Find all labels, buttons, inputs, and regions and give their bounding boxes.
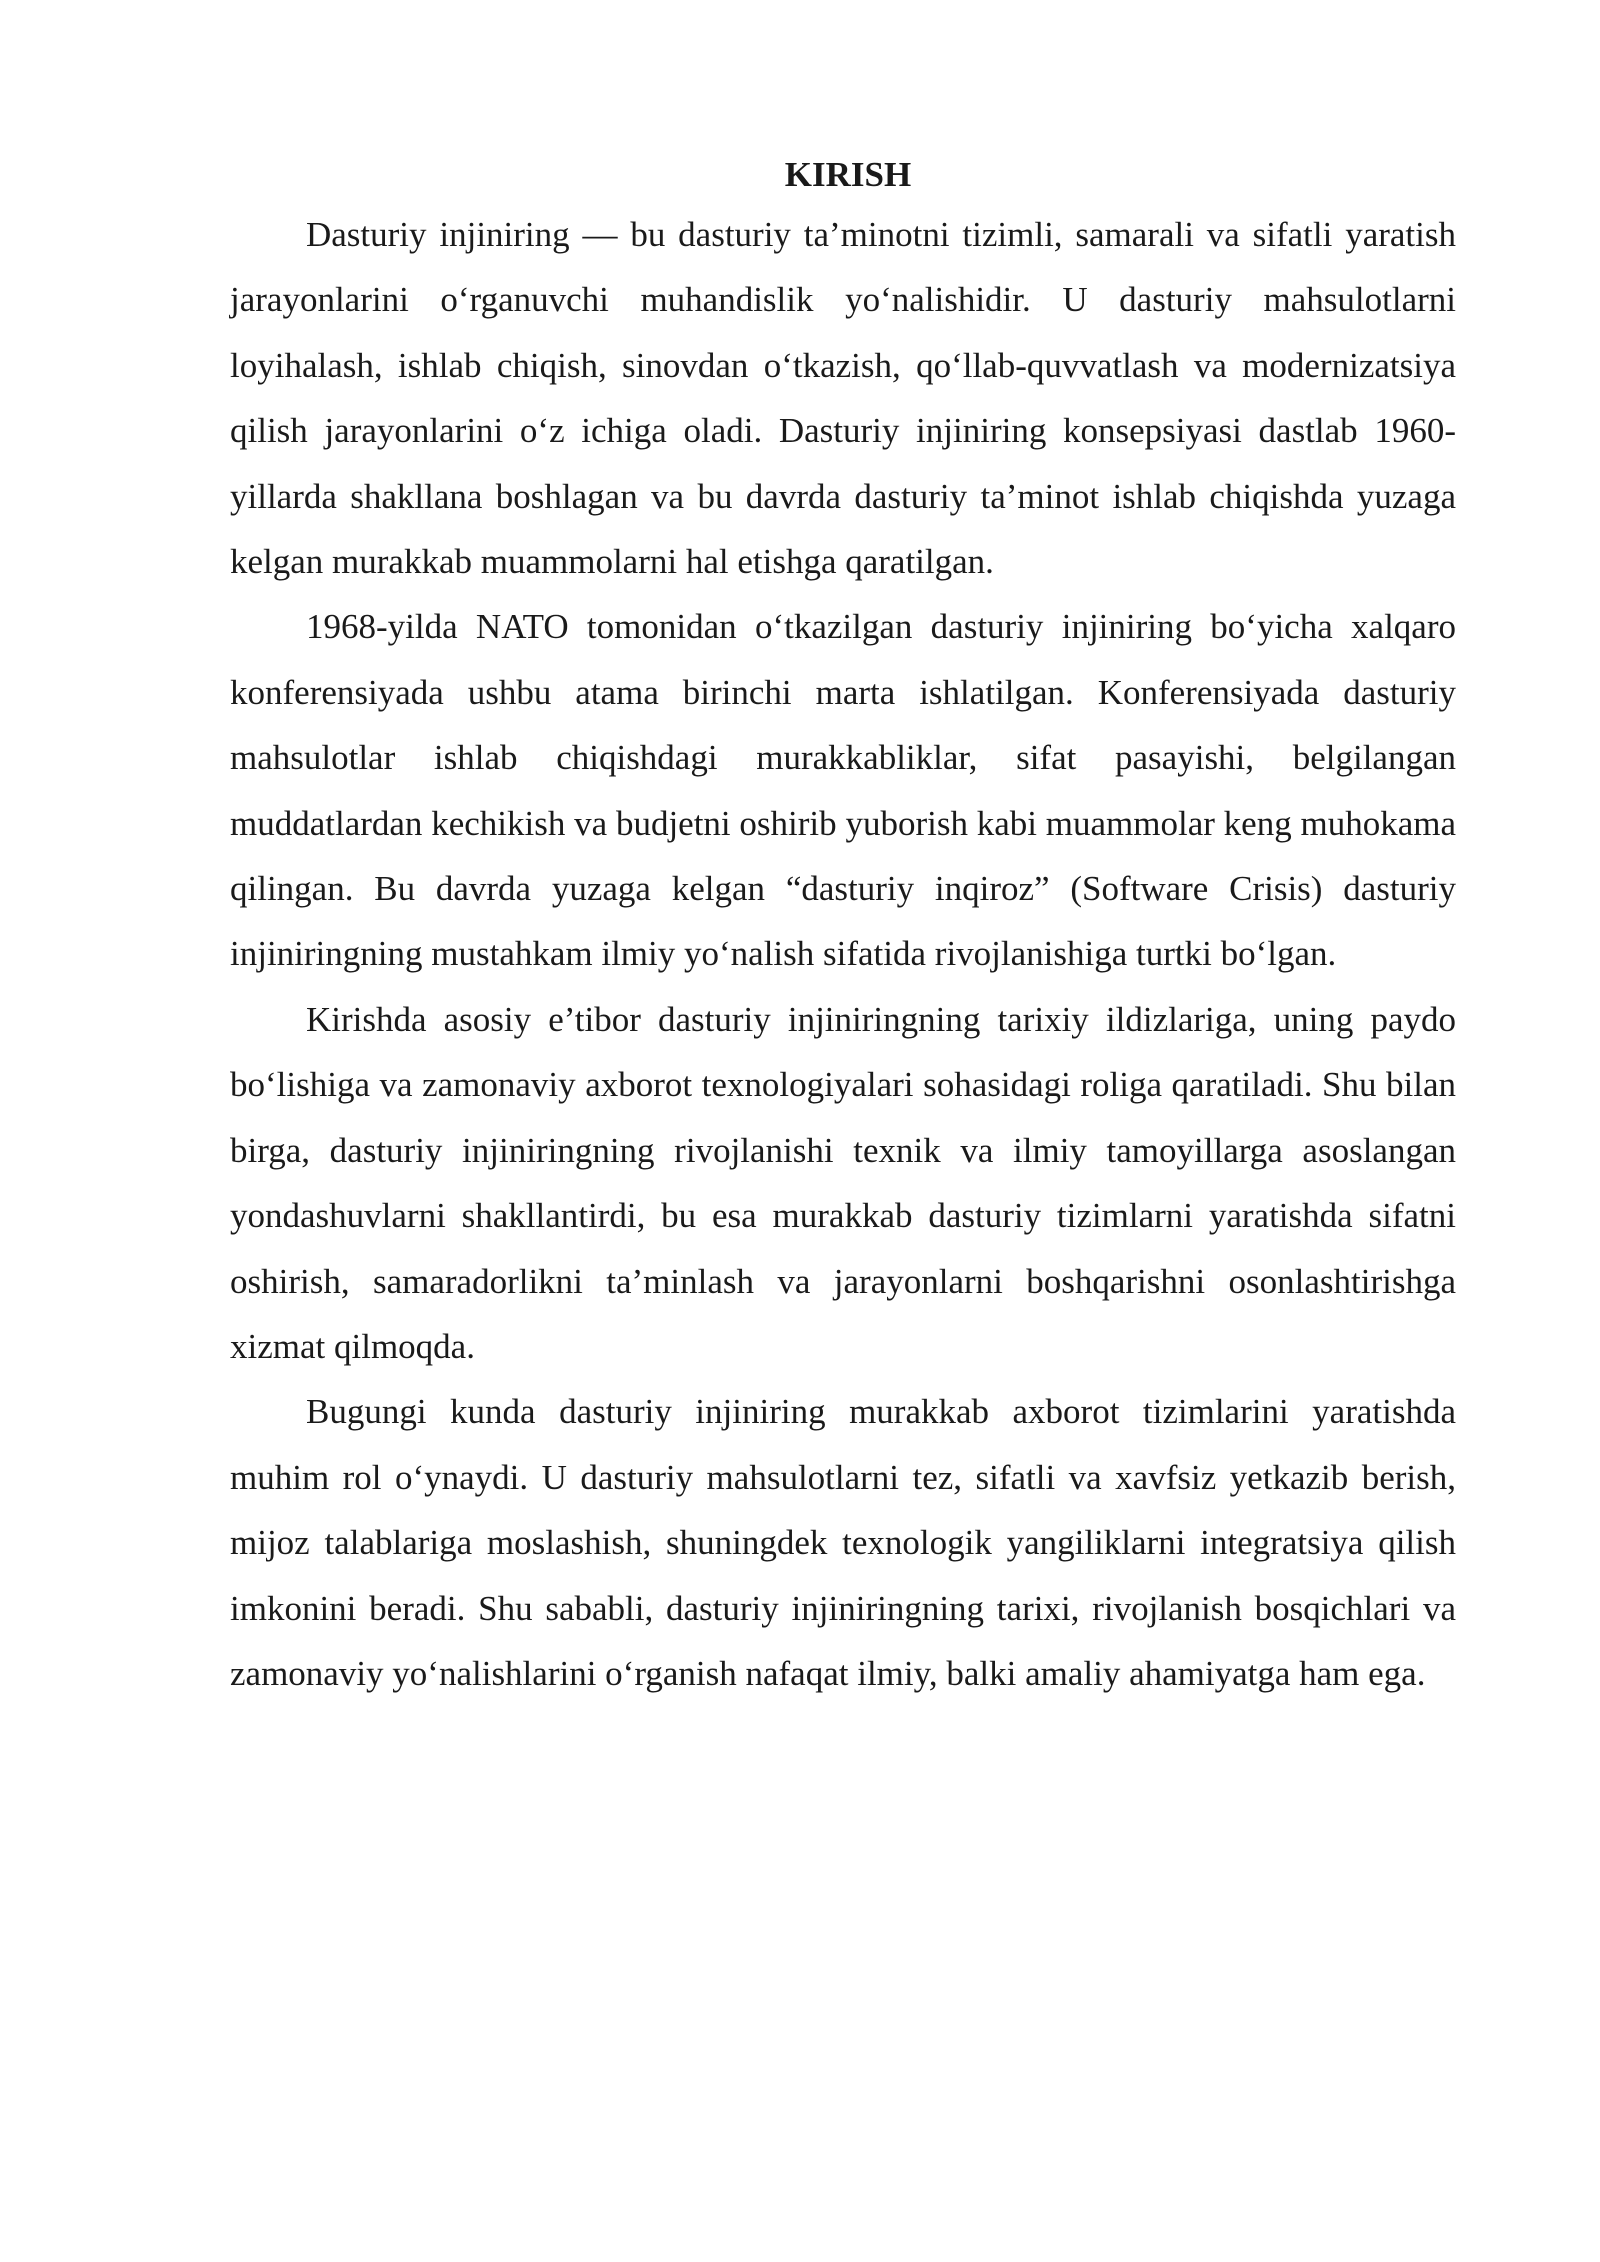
paragraph-today: Bugungi kunda dasturiy injiniring murakkab axborot tizimlarini yaratishda muhim rol o‘ynaydi. U dasturiy mahsulotlarni tez, sifatli va xavfsiz yetkazib berish, mijoz talablariga moslashish, shuningdek texnologik yangiliklarni integratsiya qilish imkonini beradi. Shu sababli, dasturiy injiniringning tarixi, rivojlanish bosqichlari va zamonaviy yo‘nalishlarini o‘rganish nafaqat ilmiy, balki amaliy ahamiyatga ham ega. [230,1392,1456,1693]
document-body [230,148,1456,1706]
section-heading: KIRISH [784,155,912,194]
paragraph-focus: Kirishda asosiy e’tibor dasturiy injiniringning tarixiy ildizlariga, uning paydo bo‘lishiga va zamonaviy axborot texnologiyalari sohasidagi roliga qaratiladi. Shu bilan birga, dasturiy injiniringning rivojlanishi texnik va ilmiy tamoyillarga asoslangan yondashuvlarni shakllantirdi, bu esa murakkab dasturiy tizimlarni yaratishda sifatni oshirish, samaradorlikni ta’minlash va jarayonlarni boshqarishni osonlashtirishga xizmat qilmoqda. [230,999,1456,1366]
paragraph-introduction: Dasturiy injiniring — bu dasturiy ta’minotni tizimli, samarali va sifatli yaratish jarayonlarini o‘rganuvchi muhandislik yo‘nalishidir. U dasturiy mahsulotlarni loyihalash, ishlab chiqish, sinovdan o‘tkazish, qo‘llab-quvvatlash va modernizatsiya qilish jarayonlarini o‘z ichiga oladi. Dasturiy injiniring konsepsiyasi dastlab 1960-yillarda shakllana boshlagan va bu davrda dasturiy ta’minot ishlab chiqishda yuzaga kelgan murakkab muammolarni hal etishga qaratilgan. [230,215,1456,582]
paragraph-nato-conference: 1968-yilda NATO tomonidan o‘tkazilgan dasturiy injiniring bo‘yicha xalqaro konferensiyada ushbu atama birinchi marta ishlatilgan. Konferensiyada dasturiy mahsulotlar ishlab chiqishdagi murakkabliklar, sifat pasayishi, belgilangan muddatlardan kechikish va budjetni oshirib yuborish kabi muammolar keng muhokama qilingan. Bu davrda yuzaga kelgan “dasturiy inqiroz” (Software Crisis) dasturiy injiniringning mustahkam ilmiy yo‘nalish sifatida rivojlanishiga turtki bo‘lgan. [230,607,1456,974]
